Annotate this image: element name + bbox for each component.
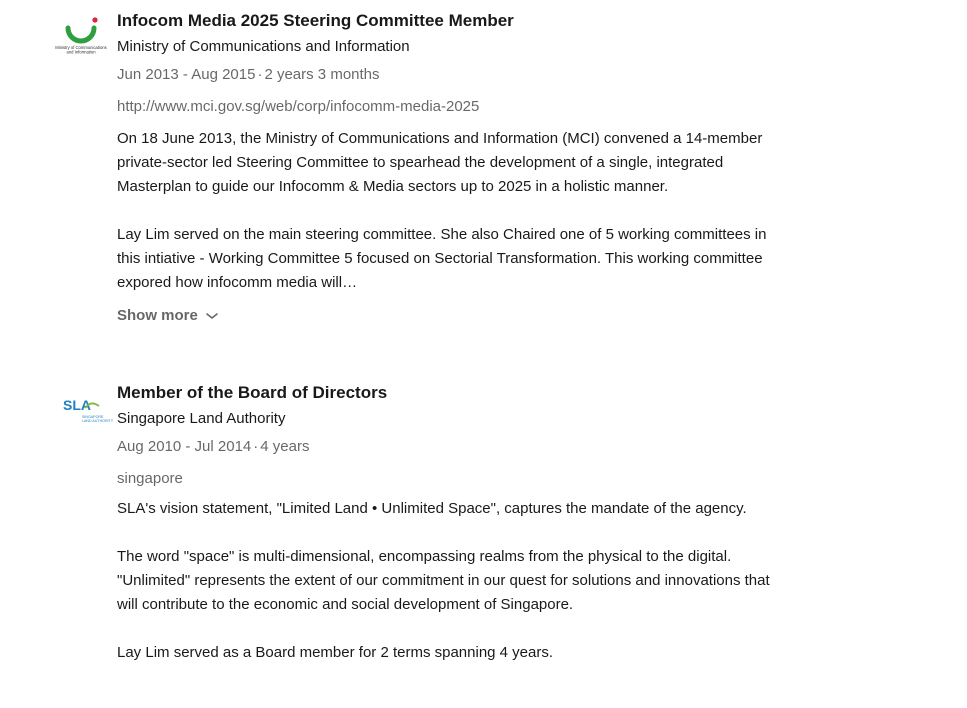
experience-description: [117, 127, 777, 295]
show-more-button[interactable]: [117, 306, 220, 326]
company-name: Ministry of Communications and Information: [117, 38, 410, 55]
dot-separator: ·: [257, 66, 263, 83]
experience-description: [117, 497, 777, 665]
description-paragraph: SLA's vision statement, "Limited Land • Unlimited Space", captures the mandate of the agency.: [117, 500, 747, 517]
sla-logo-sub-1: SINGAPORE: [82, 415, 104, 419]
sla-logo-sub-2: LAND AUTHORITY: [82, 419, 114, 423]
experience-content: [117, 382, 777, 665]
date-range-text: Aug 2010 - Jul 2014: [117, 438, 252, 455]
chevron-down-icon: [204, 308, 220, 324]
mci-logo[interactable]: [57, 14, 105, 62]
date-range-text: Jun 2013 - Aug 2015: [117, 66, 256, 83]
date-range: [117, 65, 777, 85]
location-text: singapore: [117, 470, 183, 487]
company-name: Singapore Land Authority: [117, 410, 286, 427]
location-text: http://www.mci.gov.sg/web/corp/infocomm-media-2025: [117, 98, 480, 115]
sla-logo-text: SLA: [63, 397, 91, 413]
description-paragraph: Lay Lim served on the main steering committee. She also Chaired one of 5 working committees in this intiative - Working Committee 5 focused on Sectorial Transformation. This working committee expored how infocomm media will…: [117, 226, 767, 291]
experience-content: [117, 10, 777, 326]
date-range: [117, 437, 777, 457]
description-paragraph: The word "space" is multi-dimensional, encompassing realms from the physical to the digital. "Unlimited" represents the extent of our commitment in our quest for solutions and innovations that will contribute to the economic and social development of Singapore.: [117, 548, 770, 613]
show-more-label: Show more: [117, 307, 198, 324]
experience-title: Infocom Media 2025 Steering Committee Member: [117, 11, 514, 30]
mci-logo-text-1: Ministry of Communications: [55, 45, 107, 50]
duration-text: 4 years: [260, 438, 310, 455]
description-paragraph: Lay Lim served as a Board member for 2 terms spanning 4 years.: [117, 644, 554, 661]
experience-title: Member of the Board of Directors: [117, 383, 388, 402]
mci-logo-text-2: and Information: [66, 49, 96, 55]
duration-text: 2 years 3 months: [264, 66, 380, 83]
description-paragraph: On 18 June 2013, the Ministry of Communications and Information (MCI) convened a 14-member private-sector led Steering Committee to spearhead the development of a single, integrated Masterplan to guide our Infocomm & Media sectors up to 2025 in a holistic manner.: [117, 130, 763, 195]
sla-logo[interactable]: [57, 382, 114, 430]
dot-separator: ·: [253, 438, 259, 455]
